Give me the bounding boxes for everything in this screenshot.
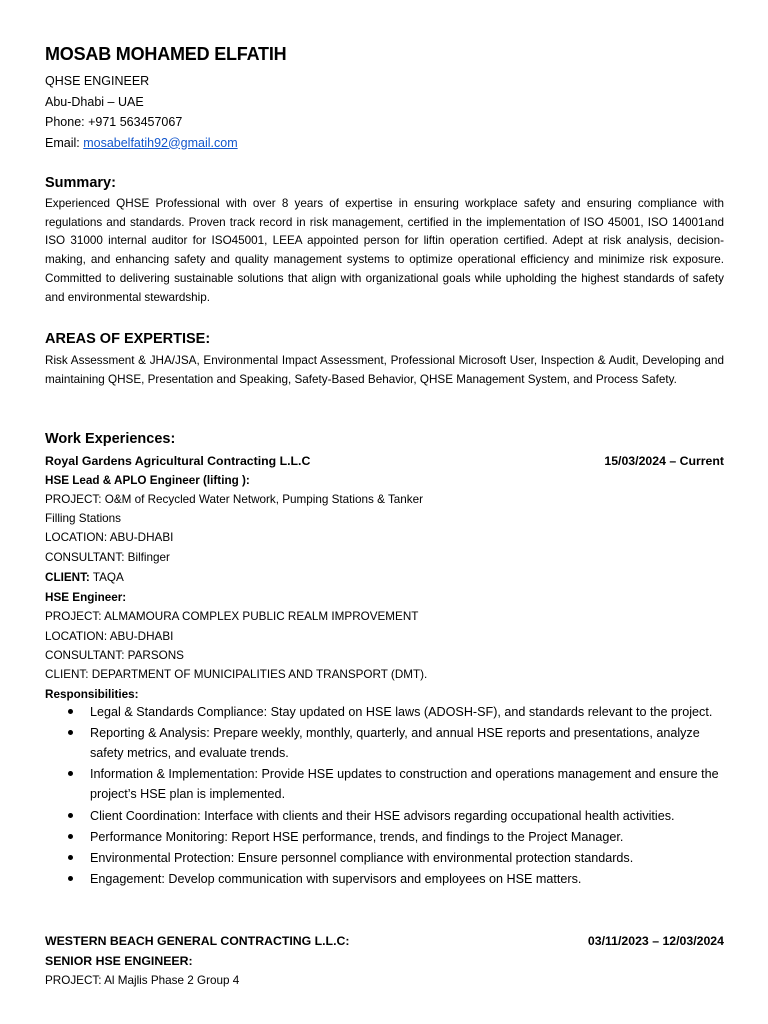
- job1-consultant1: CONSULTANT: Bilfinger: [45, 551, 170, 564]
- job1-role2: HSE Engineer:: [45, 591, 127, 604]
- job1-client1-value: TAQA: [89, 571, 124, 584]
- list-item: Client Coordination: Interface with clients and their HSE advisors regarding occupational health activities.: [45, 806, 724, 826]
- job1-company: Royal Gardens Agricultural Contracting L.L.C: [45, 454, 311, 468]
- summary-text: Experienced QHSE Professional with over 8 years of expertise in ensuring workplace safety and ensuring compliance with regulations and standards. Proven track record in risk management, certified in the implementation of ISO 45001, ISO 14001and ISO 31000 internal auditor for ISO45001, LEEA appointed person for liftin operation certified. Adept at risk analysis, decision-making, and enhancing safety and quality management systems to optimize operational efficiency and minimize risk exposure. Committed to delivering sustainable solutions that align with organizational goals while upholding the highest standards of safety and environmental stewardship.: [45, 197, 724, 304]
- job1-project1-b: Filling Stations: [45, 512, 122, 525]
- job1-location1: LOCATION: ABU-DHABI: [45, 531, 174, 544]
- work-heading: Work Experiences:: [45, 431, 176, 447]
- list-item: Engagement: Develop communication with supervisors and employees on HSE matters.: [45, 869, 724, 889]
- list-item: Performance Monitoring: Report HSE performance, trends, and findings to the Project Manager.: [45, 827, 724, 847]
- job1-location2: LOCATION: ABU-DHABI: [45, 630, 174, 643]
- job1-project2: PROJECT: ALMAMOURA COMPLEX PUBLIC REALM IMPROVEMENT: [45, 610, 419, 623]
- responsibilities-heading: Responsibilities:: [45, 688, 139, 701]
- job2-project: PROJECT: Al Majlis Phase 2 Group 4: [45, 974, 240, 987]
- phone: Phone: +971 563457067: [45, 115, 183, 129]
- job2-role: SENIOR HSE ENGINEER:: [45, 954, 193, 968]
- job2-header: [45, 934, 724, 948]
- job1-dates: 15/03/2024 – Current: [604, 454, 724, 468]
- expertise-heading: AREAS OF EXPERTISE:: [45, 331, 211, 347]
- job1-project1-a: PROJECT: O&M of Recycled Water Network, Pumping Stations & Tanker: [45, 493, 424, 506]
- email-link[interactable]: mosabelfatih92@gmail.com: [83, 135, 238, 150]
- summary-heading: Summary:: [45, 175, 116, 191]
- email-label: Email:: [45, 135, 84, 150]
- contact-block: [45, 71, 238, 153]
- list-item: Environmental Protection: Ensure personnel compliance with environmental protection standards.: [45, 848, 724, 868]
- location: Abu-Dhabi – UAE: [45, 94, 144, 109]
- list-item: Information & Implementation: Provide HSE updates to construction and operations management and ensure the project’s HSE plan is implemented.: [45, 764, 724, 804]
- responsibilities-list: [45, 702, 724, 890]
- job-title: QHSE ENGINEER: [45, 74, 150, 88]
- candidate-name: MOSAB MOHAMED ELFATIH: [45, 44, 287, 64]
- expertise-text: Risk Assessment & JHA/JSA, Environmental Impact Assessment, Professional Microsoft User, Inspection & Audit, Developing and maintaining QHSE, Presentation and Speaking, Safety-Based Behavior, QHSE Management System, and Process Safety.: [45, 354, 724, 386]
- job1-header: [45, 454, 724, 468]
- job2-company: WESTERN BEACH GENERAL CONTRACTING L.L.C:: [45, 934, 350, 948]
- job1-client1: [45, 571, 124, 584]
- job1-client1-label: CLIENT:: [45, 571, 90, 584]
- job1-client2: CLIENT: DEPARTMENT OF MUNICIPALITIES AND TRANSPORT (DMT).: [45, 668, 428, 681]
- job1-consultant2: CONSULTANT: PARSONS: [45, 649, 184, 662]
- job1-role1: HSE Lead & APLO Engineer (lifting ):: [45, 474, 250, 487]
- job2-dates: 03/11/2023 – 12/03/2024: [587, 934, 724, 948]
- email-line: [45, 133, 238, 154]
- list-item: Legal & Standards Compliance: Stay updated on HSE laws (ADOSH-SF), and standards relevant to the project.: [45, 702, 724, 722]
- list-item: Reporting & Analysis: Prepare weekly, monthly, quarterly, and annual HSE reports and presentations, analyze safety metrics, and evaluate trends.: [45, 723, 724, 763]
